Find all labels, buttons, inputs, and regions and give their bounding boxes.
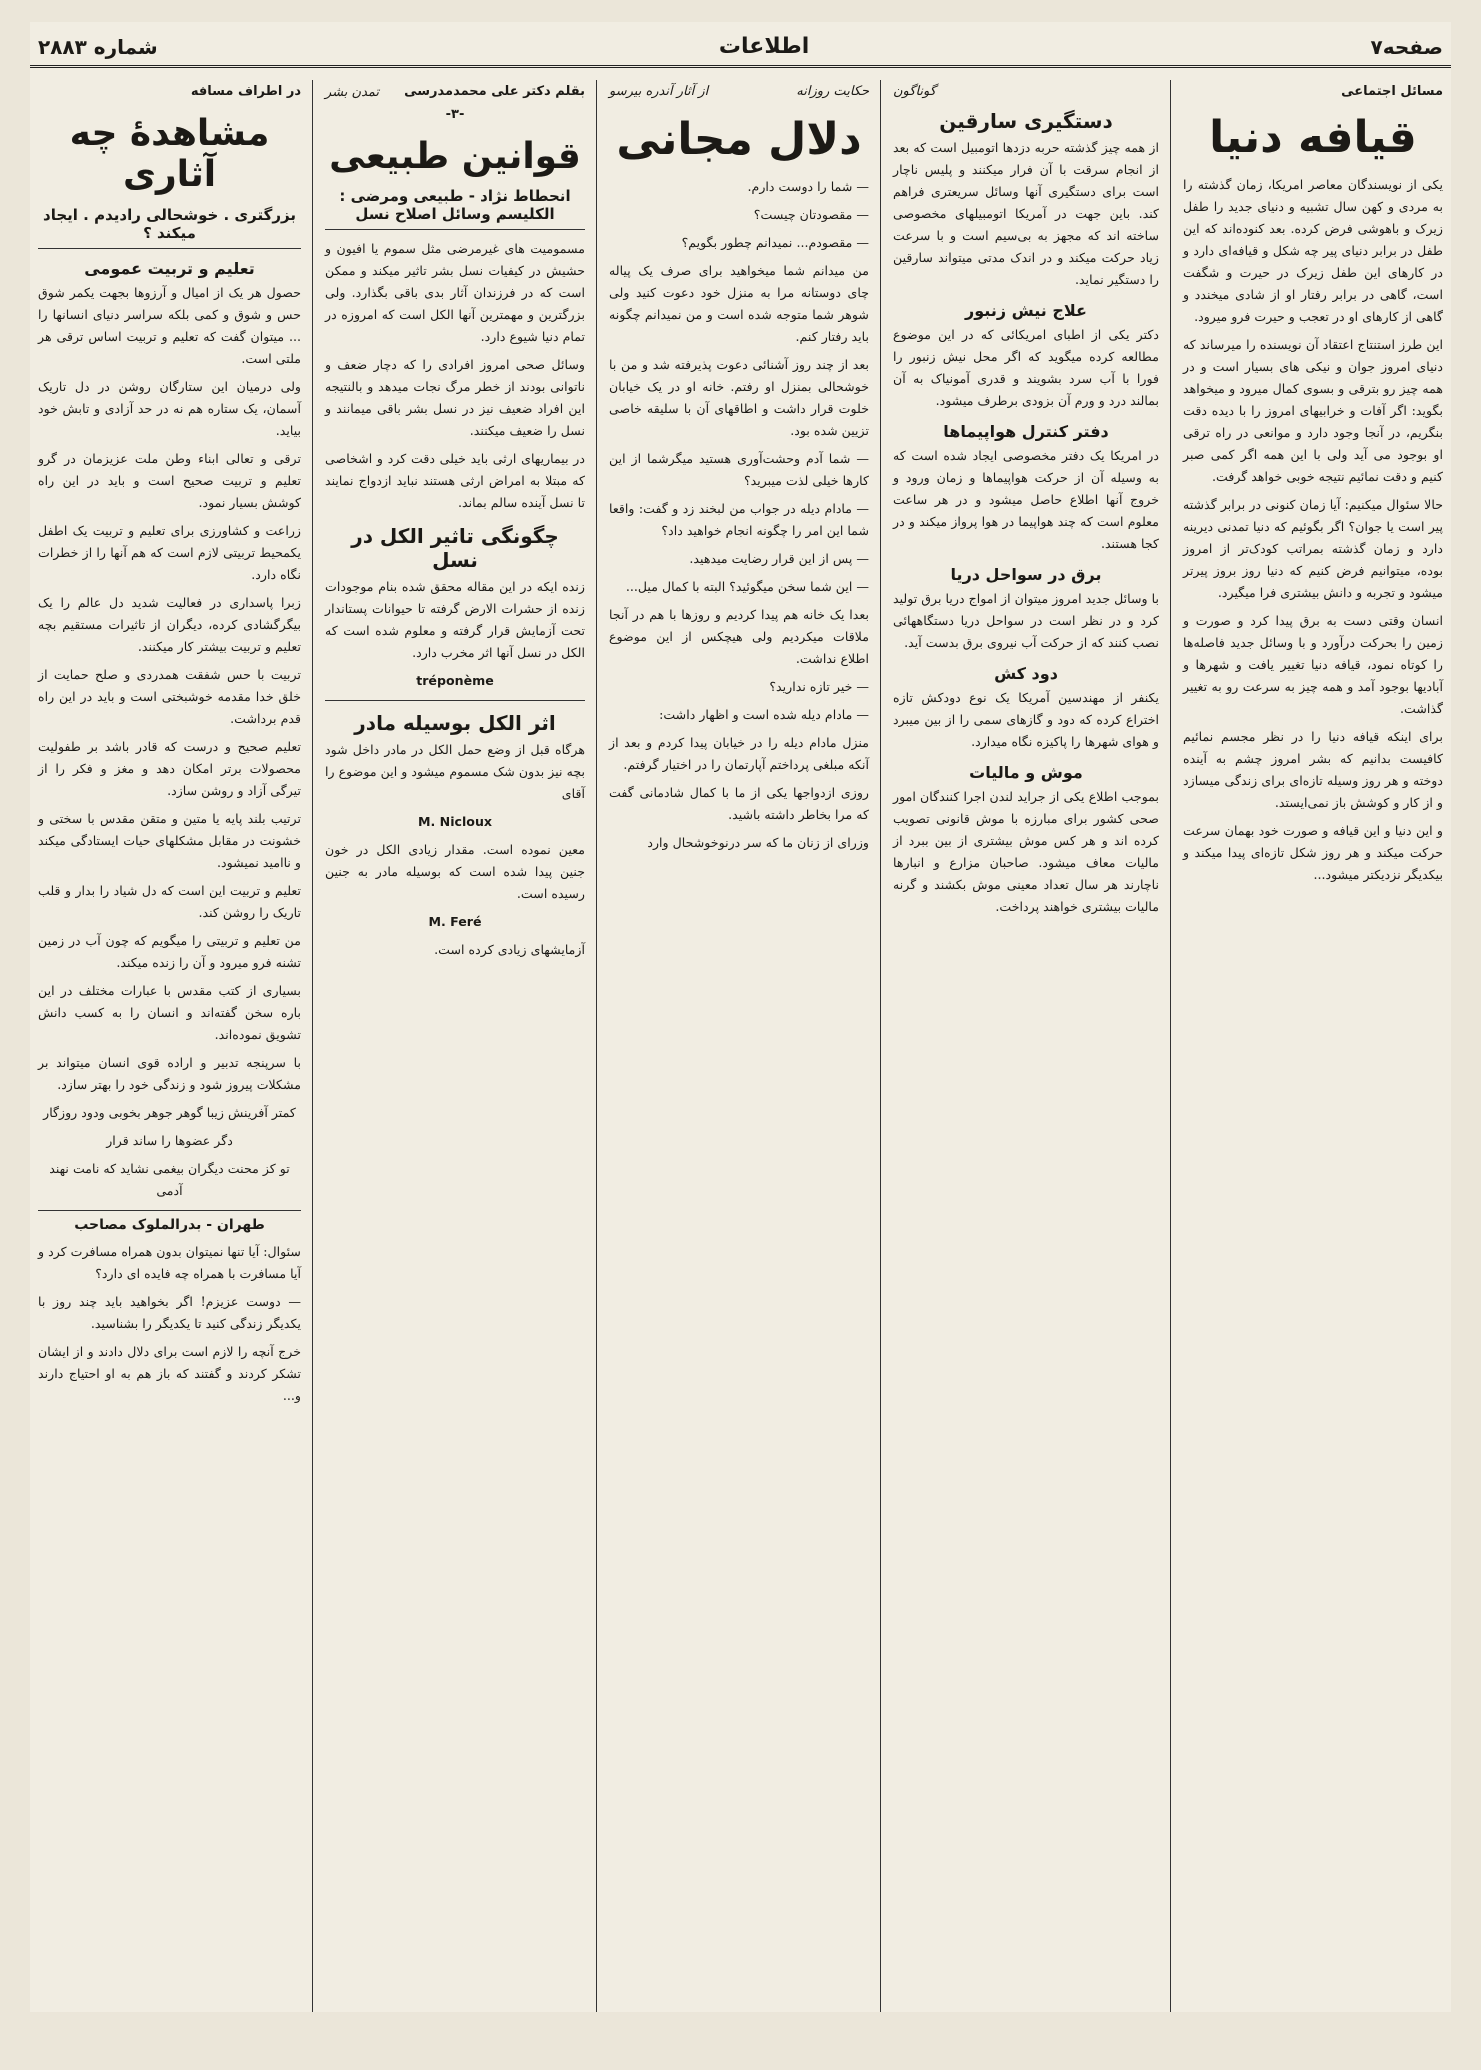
col2-sub5-text: بموجب اطلاع یکی از جراید لندن اجرا کنندگان امور صحی کشور برای مبارزه با موش قانونی تصویب کرده اند و هر کس موش بیشتری از بین ببرد از مالیات معاف میشود. صاحبان مزارع و انبارها ناچارند هر سال تعداد معینی موش بکشند و گرنه مالیات بیشتری خواهند پرداخت.	[893, 789, 1159, 914]
col1-paragraph: انسان وقتی دست به برق پیدا کرد و صورت و زمین را بحرکت درآورد و با وسائل جدید فاصله‌ها را کوتاه نمود، قیافه دنیا تغییر یافت و شهرها و آبادیها بوجود آمد و همه چیز به سرعت رو به تغییر گذاشت.	[1183, 612, 1443, 716]
col5-signature: طهران - بدرالملوک مصاحب	[38, 1210, 301, 1233]
col3-paragraph: — مقصودتان چیست؟	[753, 206, 869, 222]
col5-poem-line: کمتر آفرینش زیبا گوهر جوهر بخوبی ودود روزگار	[43, 1104, 296, 1120]
col3-paragraph: بعدا یک خانه هم پیدا کردیم و روزها با هم در آنجا ملاقات میکردیم ولی هیچکس از این موضوع اطلاع نداشت.	[609, 606, 869, 666]
col3-paragraph: وزرای از زنان ما که سر درنوخوشحال وارد	[647, 834, 869, 850]
col2-sub2-text: در امریکا یک دفتر مخصوصی ایجاد شده است که به وسیله آن از حرکت هواپیماها و زمان ورود و خروج آنها اطلاع حاصل میشود و در هر ساعت معلوم است که چند هواپیما در هوا پرواز میکند و در کجا هستند.	[893, 448, 1159, 551]
col3-paragraph: — مقصودم... نمیدانم چطور بگویم؟	[681, 234, 869, 250]
col3-kicker: از آثار آندره بیرسو	[609, 84, 709, 99]
col3-paragraph: — مادام دیله شده است و اظهار داشت:	[659, 706, 869, 722]
col5-deck: بزرگتری . خوشحالی رادیدم . ایجاد میکند ؟	[38, 206, 301, 249]
col1-headline: قیافه دنیا	[1209, 112, 1417, 163]
col3-paragraph: — شما آدم وحشت‌آوری هستید میگرشما از این کارها خیلی لذت میبرید؟	[609, 450, 869, 488]
col4-sub2-text: هرگاه قبل از وضع حمل الکل در مادر داخل شود بچه نیز بدون شک مسموم میشود و این موضوع را آقای	[325, 742, 585, 802]
col5-sub1: تعلیم و تربیت عمومی	[84, 258, 255, 278]
col4-paragraph: مسمومیت های غیرمرضی مثل سموم یا افیون و حشیش در کیفیات نسل بشر تاثیر میکند و ممکن است که در فرزندان آثار بدی باقی بگذارد. ولی بزرگترین و مهمترین آنها الکل است که امروزه در تمام دنیا شیوع دارد.	[325, 241, 585, 345]
col4-latin-note: آزمایشهای زیادی کرده است.	[434, 942, 585, 958]
col3-paragraph: — خیر تازه ندارید؟	[769, 678, 869, 694]
column-divider	[312, 80, 313, 2012]
col3-paragraph: — شما را دوست دارم.	[747, 178, 869, 194]
col5-paragraph: بسیاری از کتب مقدس با عبارات مختلف در این باره سخن گفته‌اند و انسان را به کسب دانش تشویق نموده‌اند.	[38, 982, 301, 1042]
col3-paragraph: منزل مادام دیله را در خیابان پیدا کردم و بعد از آنکه مبلغی پرداختم آپارتمان را در اختیار گرفتم.	[609, 734, 869, 772]
col1-paragraph: و این دنیا و این قیافه و صورت خود بهمان سرعت حرکت میکند و هر روز شکل تازه‌ای پیدا میکند و بیکدیگر نزدیکتر میشود...	[1183, 822, 1443, 882]
column-world-face	[1175, 80, 1451, 2012]
col1-kicker: مسائل اجتماعی	[1341, 84, 1443, 99]
col5-poem-line: دگر عضوها را ساند قرار	[106, 1132, 233, 1148]
col2-sub3-text: با وسائل جدید امروز میتوان از امواج دریا برق تولید کرد و در نظر است در سواحل دریا دستگاههائی نصب کنند که از حرکت آب نیروی برق بدست آید.	[893, 591, 1159, 650]
column-natural-laws	[317, 80, 593, 2012]
col1-paragraph: حالا سئوال میکنیم: آیا زمان کنونی در برابر گذشته پیر است یا جوان؟ اگر بگوئیم که دنیا تمدنی دیرینه دارد و زمان گذشته بمراتب کودک‌تر از امروز بوده، میتوانیم فرض کنیم که دنیا روز بروز پیرتر میشود و تجربه و دانش بیشتری فرا میگیرد.	[1183, 496, 1443, 600]
col4-latin-name-2: M. Feré	[428, 914, 482, 930]
col4-deck: انحطاط نژاد - طبیعی ومرضی : الکلیسم وسائل اصلاح نسل	[325, 187, 585, 230]
col2-sub4-text: یکنفر از مهندسین آمریکا یک نوع دودکش تازه اختراع کرده که دود و گازهای سمی را از بین میبرد و هوای شهرها را پاکیزه نگاه میدارد.	[893, 690, 1159, 749]
paper-name: اطلاعات	[718, 34, 810, 59]
col3-paragraph: من میدانم شما میخواهید برای صرف یک پیاله چای دوستانه مرا به منزل خود دعوت کنید ولی شوهر شما متوجه شده است و من نمیدانم چگونه باید رفتار کنم.	[609, 262, 869, 344]
col3-paragraph: — مادام دیله در جواب من لبخند زد و گفت: واقعا شما این امر را چگونه انجام خواهید داد؟	[609, 500, 869, 538]
col4-byline: بقلم دکتر علی محمدمدرسی	[404, 84, 585, 99]
page-label: صفحه۷	[1370, 35, 1443, 59]
col1-paragraph: یکی از نویسندگان معاصر امریکا، زمان گذشته را به مردی و کهن سال تشبیه و دنیای جدید را طفل زیرک و باهوشی فرض کرده. بعد کنوده‌اند که این طفل در برابر دنیای پیر چه شکل و قیافه‌ای دارد و در کارهای این طفل زیرک در حیرت و شگفت است، گاهی در برابر رفتار او از شادی میخندد و گاهی از کارهای او در تعجب و حیرت فرو میرود.	[1183, 176, 1443, 324]
column-divider	[596, 80, 597, 2012]
col2-kicker: گوناگون	[893, 84, 936, 99]
col5-paragraph: با سرپنجه تدبیر و اراده قوی انسان میتواند بر مشکلات پیروز شود و زندگی خود را بهتر سازد.	[38, 1054, 301, 1092]
col4-sub1: چگونگی تاثیر الکل در نسل	[351, 524, 559, 573]
col5-paragraph: زبرا پاسداری در فعالیت شدید دل عالم را یک بیگرگشادی کرده، دیگران از تاثیرات مستقیم بچه تعلیم و تربیت بیشتر کار میکنند.	[38, 594, 301, 654]
col2-sub2: دفتر کنترل هواپیماها	[943, 422, 1109, 441]
col4-headline: قوانین طبیعی	[329, 136, 581, 177]
col5-tail-paragraph: — دوست عزیزم! اگر بخواهید باید چند روز با یکدیگر زندگی کنید تا یکدیگر را بشناسید.	[38, 1293, 301, 1331]
col5-paragraph: تعلیم و تربیت این است که دل شیاد را بدار و قلب تاریک را روشن کند.	[38, 882, 301, 920]
col4-sub2: اثر الکل بوسیله مادر	[354, 711, 556, 736]
col3-tag: حکایت روزانه	[796, 84, 869, 99]
column-miscellany	[885, 80, 1167, 2012]
col5-paragraph: تربیت با حس شفقت همدردی و صلح حمایت از خلق خدا مقدمه خوشبختی است و باید در این راه قدم برداشت.	[38, 666, 301, 726]
col5-headline: مشاهدهٔ چه آثاری	[69, 113, 270, 196]
col5-paragraph: ترقی و تعالی ابناء وطن ملت عزیزمان در گرو تعلیم و تربیت صحیح است و باید در این راه کوشش بسیار نمود.	[38, 450, 301, 510]
col4-divider	[325, 700, 585, 701]
col5-tail-paragraph: سئوال: آیا تنها نمیتوان بدون همراه مسافرت کرد و آیا مسافرت با همراه چه فایده ای دارد؟	[38, 1243, 301, 1281]
col4-paragraph: در بیماریهای ارثی باید خیلی دقت کرد و اشخاصی که مبتلا به امراض ارثی هستند نباید ازدواج نمایند تا نسل آینده سالم بماند.	[325, 451, 585, 511]
col3-paragraph: روزی ازدواجها یکی از ما با کمال شادمانی گفت که مرا بخاطر داشته باشید.	[609, 784, 869, 822]
col2-sub1-text: دکتر یکی از اطبای امریکائی که در این موضوع مطالعه کرده میگوید که اگر محل نیش زنبور را فورا با آب سرد بشویند و قدری آمونیاک به آن بمالند درد و ورم آن بزودی برطرف میشود.	[893, 327, 1159, 408]
col2-sub1: علاج نیش زنبور	[965, 301, 1087, 320]
col2-sub5: موش و مالیات	[969, 763, 1083, 782]
col4-tag: تمدن بشر	[325, 85, 380, 100]
col5-tail-paragraph: خرج آنچه را لازم است برای دلال دادند و از ایشان تشکر کردند و گفتند که باز هم به او احتیاج دارند و...	[38, 1343, 301, 1403]
col3-paragraph: — پس از این قرار رضایت میدهید.	[689, 550, 869, 566]
col2-sub4: دود کش	[994, 664, 1058, 683]
col1-paragraph: برای اینکه قیافه دنیا را در نظر مجسم نمائیم کافیست بدانیم که بشر امروز چشم به آینده دوخته و هر روز وسیله تازه‌ای برای زندگی میسازد و از کار و کوشش باز نمی‌ایستد.	[1183, 728, 1443, 810]
col3-paragraph: — این شما سخن میگوئید؟ البته با کمال میل...	[625, 578, 869, 594]
col5-kicker: در اطراف مسافه	[190, 84, 301, 99]
col5-paragraph: حصول هر یک از امیال و آرزوها بجهت یکمر شوق حس و شوق و کمی بلکه سراسر دنیای انسانها را ... میتوان گفت که تعلیم و تربیت اساس ترقی هر ملتی است.	[38, 284, 301, 366]
col3-paragraph: بعد از چند روز آشنائی دعوت پذیرفته شد و من با خوشحالی بمنزل او رفتم. خانه او در یک خیابان خلوت قرار داشت و اطاقهای آن با سلیقه خاصی تزیین شده بود.	[609, 356, 869, 438]
col4-paragraph: وسائل صحی امروز افرادی را که دچار ضعف و ناتوانی بودند از خطر مرگ نجات میدهد و بالنتیجه این افراد ضعیف نیز در نسل بشر باقی میمانند و نسل را ضعیف میکنند.	[325, 357, 585, 439]
col5-paragraph: من تعلیم و تربیتی را میگویم که چون آب در زمین تشنه فرو میرود و آن را زنده میکند.	[38, 932, 301, 970]
column-divider	[880, 80, 881, 2012]
col5-paragraph: زراعت و کشاورزی برای تعلیم و تربیت یک اطفل یکمحیط تربیتی لازم است که هم آنها را از خطرات نگاه دارد.	[38, 522, 301, 582]
column-daily-story	[601, 80, 877, 2012]
masthead	[30, 22, 1451, 68]
column-divider	[1170, 80, 1171, 2012]
col5-paragraph: ترتیب بلند پایه یا متین و متقن مقدس با سختی و خشونت در مقابل مشکلهای حیات ایستادگی میکند و ناامید نمیشود.	[38, 810, 301, 870]
col5-poem-line: تو کز محنت دیگران بیغمی نشاید که نامت نهند آدمی	[49, 1160, 290, 1198]
newspaper-page	[30, 22, 1451, 2012]
issue-number: شماره ۲۸۸۳	[38, 35, 158, 59]
col4-sub2-more: معین نموده است. مقدار زیادی الکل در خون جنین پیدا شده است که بوسیله مادر به جنین رسیده است.	[325, 842, 585, 902]
col2-paragraph: از همه چیز گذشته حربه دزدها اتومبیل است که بعد از انجام سرقت با آن فرار میکنند و پلیس ناچار است برای دستگیری آنها وسائل سریعتری فراهم کند. باین جهت در آمریکا اتومبیلهای مخصوصی ساخته اند که مجهز به بی‌سیم است و با سرعت زیاد حرکت میکند و در اندک مدتی میتواند سارقین را دستگیر نماید.	[893, 140, 1159, 287]
col1-paragraph: این طرز استنتاج اعتقاد آن نویسنده را میرساند که دنیای امروز جوان و نیکی های بسیار است و در همه چیز رو بترقی و بسوی کمال میرود و میخواهد بگوید: اگر آفات و خرابیهای امروز را با دیده دقت بنگریم، در آنجا وجود دارد و موانعی در راه ترقی او بوجود می آید ولی با این همه اگر کمی صبر کنیم و دقت نمائیم نتیجه خوبی خواهد گرفت.	[1183, 336, 1443, 484]
col4-sub1-text: زنده ایکه در این مقاله محقق شده بنام موجودات زنده از حشرات الارض گرفته تا حیوانات پستاندار تحت آزمایش قرار گرفته و معلوم شده است که الکل در نسل آنها اثر مخرب دارد.	[325, 579, 585, 661]
col4-latin-name: M. Nicloux	[417, 814, 493, 830]
column-education	[30, 80, 309, 2012]
col4-latin-term: tréponème	[416, 673, 494, 689]
col2-sub3: برق در سواحل دریا	[950, 565, 1102, 584]
col4-part: -۳-	[445, 107, 465, 122]
col5-paragraph: ولی درمیان این ستارگان روشن در دل تاریک آسمان، یک ستاره هم نه در حد آزادی و تابش خود بیاید.	[38, 378, 301, 438]
columns	[30, 80, 1451, 2012]
col5-paragraph: تعلیم صحیح و درست که قادر باشد بر طفولیت محصولات برتر امکان دهد و مغز و فکر را از تیرگی آزاد و روشن سازد.	[38, 738, 301, 798]
col3-headline: دلال مجانی	[616, 114, 862, 165]
col2-headline: دستگیری سارقین	[939, 109, 1113, 133]
